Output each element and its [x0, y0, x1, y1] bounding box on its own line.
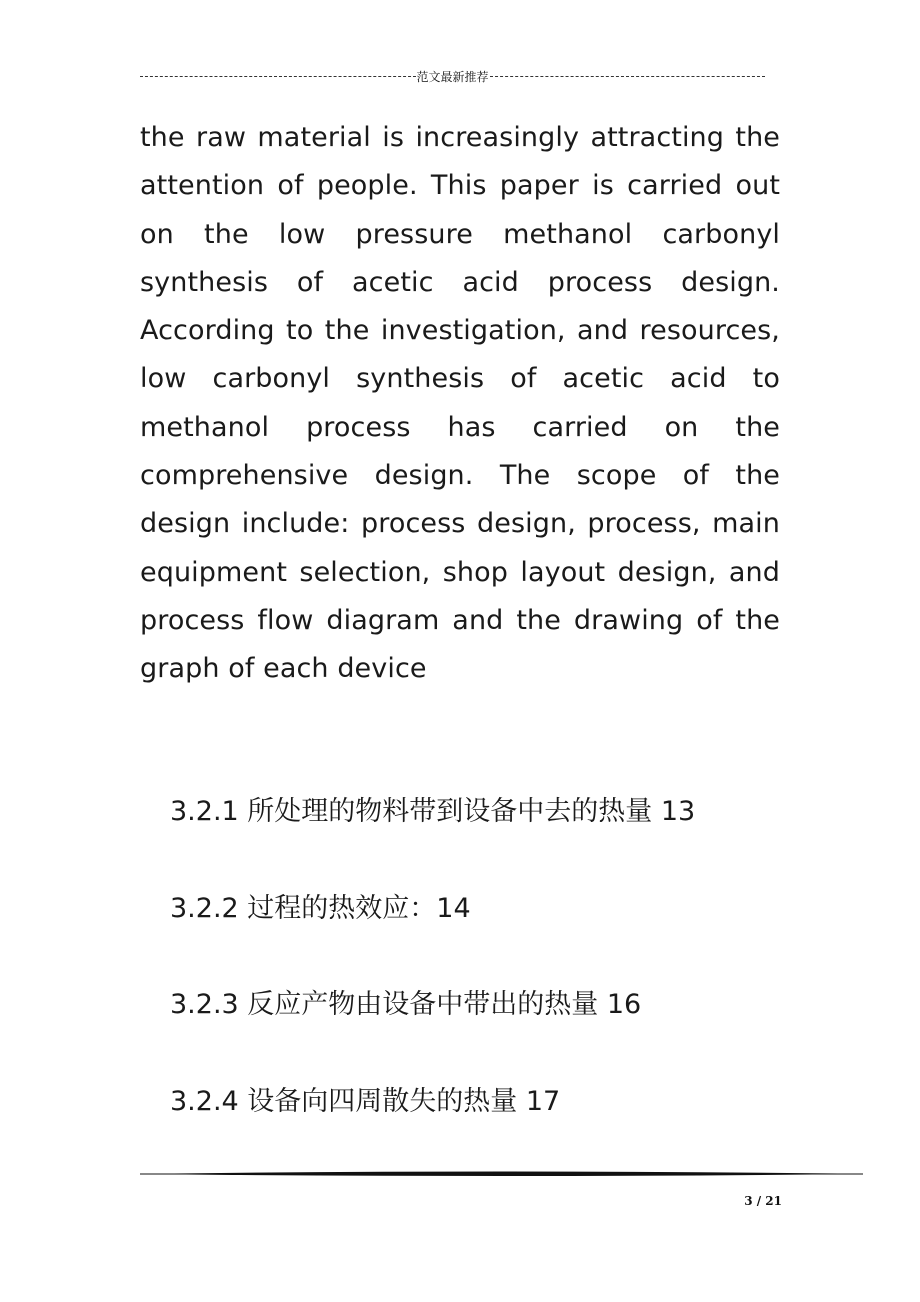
header-title: 范文最新推荐: [416, 69, 489, 84]
footer-rule: [140, 1170, 863, 1178]
toc-item-3-2-4: 3.2.4 设备向四周散失的热量 17: [170, 1085, 561, 1117]
table-of-contents: [170, 788, 790, 1174]
header-dash-right: [490, 76, 766, 77]
page-number: 3 / 21: [744, 1194, 782, 1208]
toc-item-3-2-2: 3.2.2 过程的热效应：14: [170, 892, 471, 924]
toc-item-3-2-1: 3.2.1 所处理的物料带到设备中去的热量 13: [170, 796, 696, 827]
header-dash-left: [140, 76, 416, 77]
page-header: [140, 68, 765, 84]
abstract-paragraph: the raw material is increasingly attracting the attention of people. This paper is carried out on the low pressure methanol carbonyl synthesis of acetic acid process design. According to the investigation, and resources, low carbonyl synthesis of acetic acid to methanol process has carried on the comprehensive design. The scope of the design include: process design, process, main equipment selection, shop layout design, and process flow diagram and the drawing of the graph of each device: [140, 122, 780, 685]
toc-item-3-2-3: 3.2.3 反应产物由设备中带出的热量 16: [170, 989, 642, 1020]
